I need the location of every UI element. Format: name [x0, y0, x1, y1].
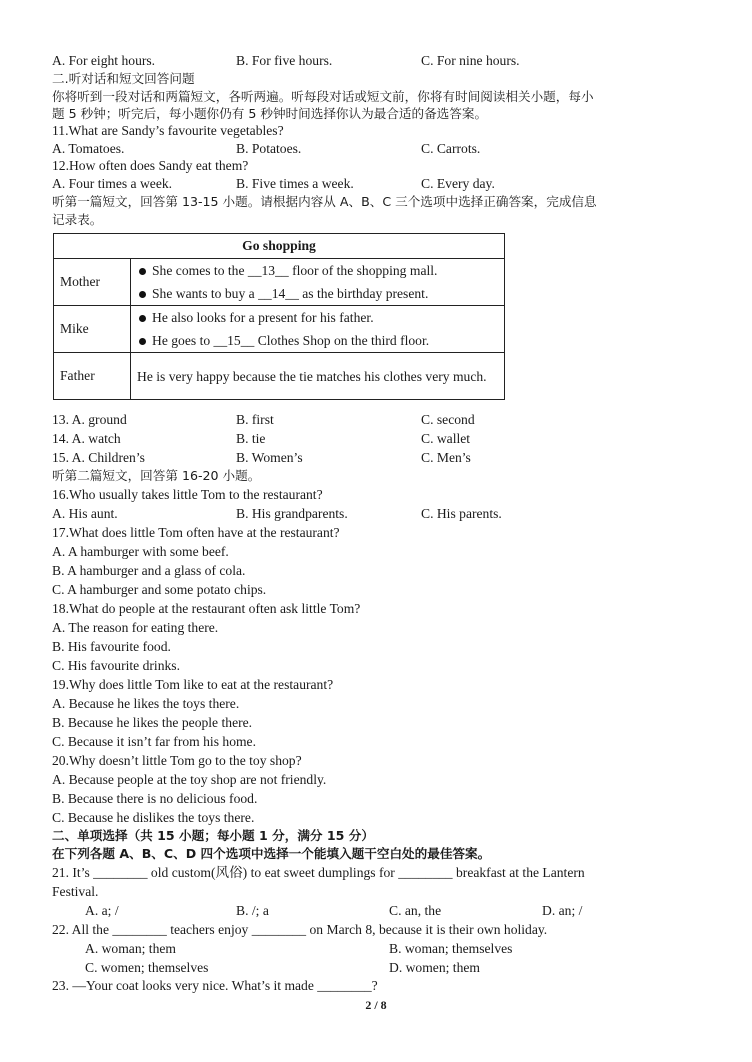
table-role: Mike: [54, 306, 131, 353]
table-role: Father: [54, 353, 131, 400]
q22-option-d: D. women; them: [389, 960, 480, 975]
bullet-icon: [139, 268, 146, 275]
q11-option-c: C. Carrots.: [421, 141, 481, 156]
table-bullet: She wants to buy a __14__ as the birthday present.: [137, 282, 498, 305]
table-row: [54, 353, 505, 400]
table-bullet: She comes to the __13__ floor of the shopping mall.: [137, 259, 498, 282]
q12-option-a: A. Four times a week.: [52, 176, 173, 191]
q15-option-a: 15. A. Children’s: [52, 450, 145, 465]
q18-option-c: C. His favourite drinks.: [52, 658, 180, 673]
q14-option-c: C. wallet: [421, 431, 471, 446]
q16-option-c: C. His parents.: [421, 506, 502, 521]
q15-option-b: B. Women’s: [236, 450, 303, 465]
q22-option-b: B. woman; themselves: [389, 941, 513, 956]
table-row: [54, 306, 505, 353]
passage1-instruction-cont: 记录表。: [52, 212, 103, 227]
q21-option-d: D. an; /: [542, 903, 583, 918]
q16-stem: 16.Who usually takes little Tom to the restaurant?: [52, 487, 323, 502]
q13-option-b: B. first: [236, 412, 274, 427]
bullet-icon: [139, 338, 146, 345]
q16-option-b: B. His grandparents.: [236, 506, 348, 521]
q17-option-a: A. A hamburger with some beef.: [52, 544, 229, 559]
q12-stem: 12.How often does Sandy eat them?: [52, 158, 249, 173]
q11-option-a: A. Tomatoes.: [52, 141, 125, 156]
q21-option-a: A. a; /: [85, 903, 119, 918]
table-text: He is very happy because the tie matches his clothes very much.: [131, 353, 505, 400]
q17-option-c: C. A hamburger and some potato chips.: [52, 582, 267, 597]
q16-option-a: A. His aunt.: [52, 506, 118, 521]
q19-option-a: A. Because he likes the toys there.: [52, 696, 240, 711]
q20-stem: 20.Why doesn’t little Tom go to the toy shop?: [52, 753, 302, 768]
table-title: Go shopping: [54, 234, 505, 259]
section2-instruction: 在下列各题 A、B、C、D 四个选项中选择一个能填入题干空白处的最佳答案。: [52, 846, 491, 861]
section2-title: 二、单项选择（共 15 小题；每小题 1 分，满分 15 分）: [52, 828, 374, 843]
q10-option-c: C. For nine hours.: [421, 53, 520, 68]
table-row: [54, 259, 505, 306]
q18-option-b: B. His favourite food.: [52, 639, 171, 654]
q18-option-a: A. The reason for eating there.: [52, 620, 219, 635]
q19-option-b: B. Because he likes the people there.: [52, 715, 253, 730]
q18-stem: 18.What do people at the restaurant often ask little Tom?: [52, 601, 361, 616]
q20-option-a: A. Because people at the toy shop are not friendly.: [52, 772, 327, 787]
q11-option-b: B. Potatoes.: [236, 141, 302, 156]
q21-stem-cont: Festival.: [52, 884, 99, 899]
q22-option-a: A. woman; them: [85, 941, 176, 956]
q22-option-c: C. women; themselves: [85, 960, 209, 975]
bullet-icon: [139, 291, 146, 298]
table-bullet: He goes to __15__ Clothes Shop on the third floor.: [137, 329, 498, 352]
section-listen-instruction-cont: 题 5 秒钟；听完后，每小题你仍有 5 秒钟时间选择你认为最合适的备选答案。: [52, 106, 488, 121]
q10-option-b: B. For five hours.: [236, 53, 333, 68]
q14-option-a: 14. A. watch: [52, 431, 121, 446]
q13-option-c: C. second: [421, 412, 475, 427]
q20-option-b: B. Because there is no delicious food.: [52, 791, 258, 806]
table-bullet: He also looks for a present for his father.: [137, 306, 498, 329]
q12-option-c: C. Every day.: [421, 176, 495, 191]
q14-option-b: B. tie: [236, 431, 266, 446]
q22-stem: 22. All the ________ teachers enjoy ________ on March 8, because it is their own holiday.: [52, 922, 548, 937]
q12-option-b: B. Five times a week.: [236, 176, 354, 191]
passage2-instruction: 听第二篇短文，回答第 16-20 小题。: [52, 468, 261, 483]
q23-stem: 23. —Your coat looks very nice. What’s it made ________?: [52, 978, 378, 993]
bullet-icon: [139, 315, 146, 322]
q21-stem: 21. It’s ________ old custom(风俗) to eat sweet dumplings for ________ breakfast at the Lantern: [52, 865, 585, 880]
q21-option-c: C. an, the: [389, 903, 442, 918]
section-listen-title: 二.听对话和短文回答问题: [52, 71, 195, 86]
section-listen-instruction: 你将听到一段对话和两篇短文，各听两遍。听每段对话或短文前，你将有时间阅读相关小题，每小: [52, 89, 594, 104]
q13-option-a: 13. A. ground: [52, 412, 127, 427]
q20-option-c: C. Because he dislikes the toys there.: [52, 810, 255, 825]
q19-option-c: C. Because it isn’t far from his home.: [52, 734, 256, 749]
q17-option-b: B. A hamburger and a glass of cola.: [52, 563, 246, 578]
info-record-table: [53, 233, 505, 400]
table-role: Mother: [54, 259, 131, 306]
passage1-instruction: 听第一篇短文，回答第 13-15 小题。请根据内容从 A、B、C 三个选项中选择正确答案，完成信息: [52, 194, 597, 209]
q21-option-b: B. /; a: [236, 903, 269, 918]
q15-option-c: C. Men’s: [421, 450, 471, 465]
q10-option-a: A. For eight hours.: [52, 53, 156, 68]
q19-stem: 19.Why does little Tom like to eat at the restaurant?: [52, 677, 334, 692]
q11-stem: 11.What are Sandy’s favourite vegetables?: [52, 123, 284, 138]
page-number: 2 / 8: [365, 998, 387, 1012]
q17-stem: 17.What does little Tom often have at the restaurant?: [52, 525, 340, 540]
